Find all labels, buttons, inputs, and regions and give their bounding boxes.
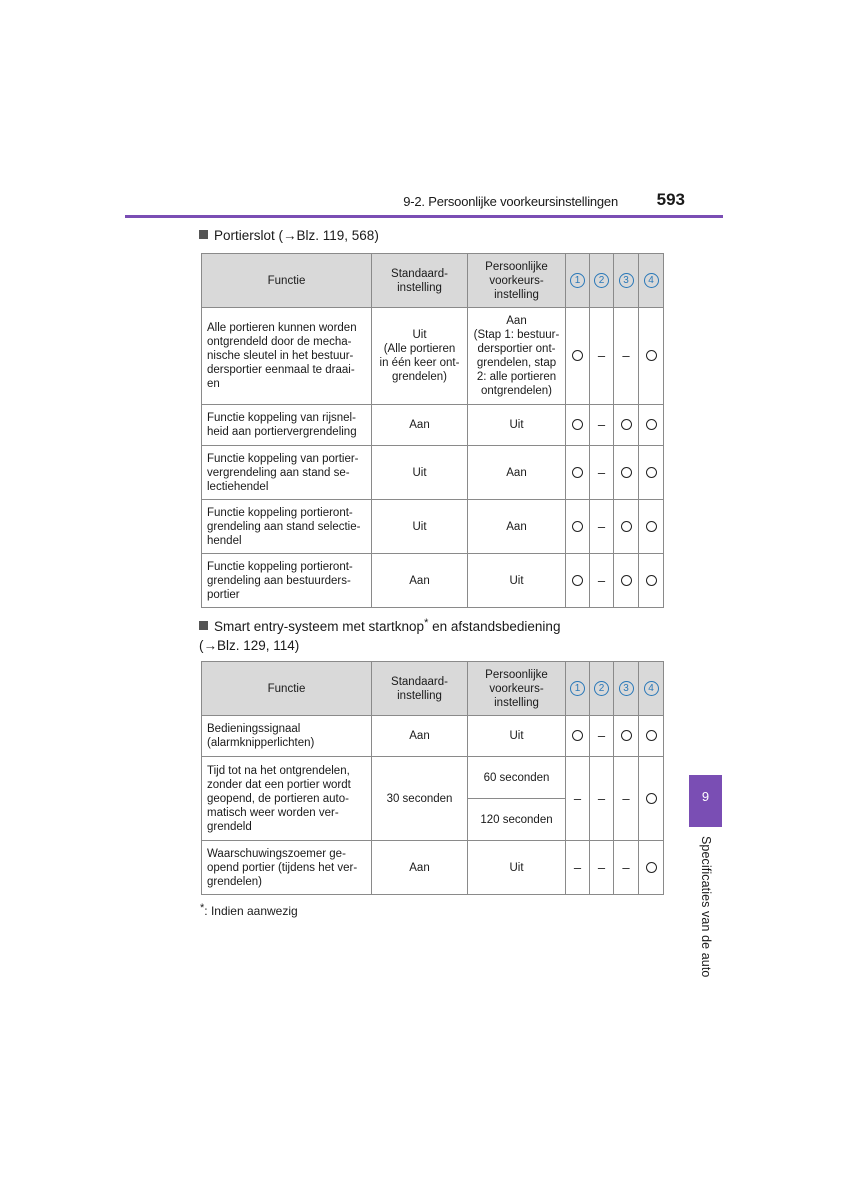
table-row: [202, 405, 664, 446]
mark-cell: [614, 716, 639, 757]
not-available-dash: –: [597, 464, 606, 480]
mark-cell: [614, 405, 639, 446]
section-heading-portierslot: Portierslot (→Blz. 119, 568): [199, 226, 379, 245]
available-circle-icon: [572, 521, 583, 532]
custom-cell: 60 seconden: [468, 757, 566, 799]
available-circle-icon: [646, 350, 657, 361]
custom-cell: Uit: [468, 554, 566, 608]
function-cell: Functie koppeling portieront-grendeling aan bestuurders-portier: [202, 554, 372, 608]
footnote: *: Indien aanwezig: [200, 902, 298, 918]
table-row: [202, 841, 664, 895]
available-circle-icon: [646, 862, 657, 873]
not-available-dash: –: [597, 572, 606, 588]
mark-cell: [590, 308, 614, 405]
mark-cell: [614, 757, 639, 841]
square-bullet-icon: [199, 230, 208, 239]
not-available-dash: –: [597, 728, 606, 743]
available-circle-icon: [646, 467, 657, 478]
method-4-icon: 4: [644, 681, 659, 696]
available-circle-icon: [572, 730, 583, 741]
mark-cell: [614, 841, 639, 895]
column-header-custom: Persoonlijke voorkeurs- instelling: [468, 662, 566, 716]
default-cell: 30 seconden: [372, 757, 468, 841]
available-circle-icon: [572, 419, 583, 430]
mark-cell: [614, 446, 639, 500]
custom-cell: Uit: [468, 841, 566, 895]
default-cell: Uit: [372, 500, 468, 554]
method-4-icon: 4: [644, 273, 659, 288]
available-circle-icon: [621, 467, 632, 478]
available-circle-icon: [621, 730, 632, 741]
custom-cell: Aan (Stap 1: bestuur- dersportier ont- grendelen, stap 2: alle portieren ontgrendelen): [468, 308, 566, 405]
table-row: [202, 757, 664, 799]
function-cell: Bedieningssignaal (alarmknipperlichten): [202, 716, 372, 757]
square-bullet-icon: [199, 621, 208, 630]
section-heading-smart-entry: Smart entry-systeem met startknop* en afstandsbediening (→Blz. 129, 114): [199, 617, 561, 653]
not-available-dash: –: [597, 348, 606, 363]
not-available-dash: –: [597, 417, 606, 432]
default-cell: Aan: [372, 716, 468, 757]
method-1-icon: 1: [570, 273, 585, 288]
default-cell: Aan: [372, 841, 468, 895]
available-circle-icon: [646, 521, 657, 532]
not-available-dash: –: [573, 790, 582, 806]
mark-cell: [639, 757, 664, 841]
chapter-label: Specificaties van de auto: [699, 836, 713, 978]
available-circle-icon: [646, 730, 657, 741]
available-circle-icon: [621, 575, 632, 586]
header-rule: [125, 215, 723, 218]
mark-cell: [566, 757, 590, 841]
table-row: [202, 446, 664, 500]
mark-cell: [566, 308, 590, 405]
column-header-default: Standaard- instelling: [372, 662, 468, 716]
mark-cell: [566, 841, 590, 895]
not-available-dash: –: [597, 859, 606, 875]
function-cell: Waarschuwingszoemer ge-opend portier (tijdens het ver-grendelen): [202, 841, 372, 895]
mark-cell: [639, 308, 664, 405]
table-row: [202, 554, 664, 608]
method-3-icon: 3: [619, 681, 634, 696]
custom-cell: Aan: [468, 500, 566, 554]
function-cell: Alle portieren kunnen worden ontgrendeld door de mecha-nische sleutel in het bestuur-dersportier eenmaal te draai-en: [202, 308, 372, 405]
not-available-dash: –: [622, 790, 630, 806]
table-row: [202, 308, 664, 405]
mark-cell: [639, 500, 664, 554]
function-cell: Functie koppeling van rijsnel-heid aan portiervergrendeling: [202, 405, 372, 446]
column-header-function: Functie: [202, 662, 372, 716]
available-circle-icon: [572, 467, 583, 478]
portierslot-table: [201, 253, 664, 608]
function-cell: Functie koppeling portieront-grendeling aan stand selectie-hendel: [202, 500, 372, 554]
column-header-default: Standaard- instelling: [372, 254, 468, 308]
mark-cell: [614, 500, 639, 554]
custom-cell: Aan: [468, 446, 566, 500]
mark-cell: [614, 308, 639, 405]
method-2-icon: 2: [594, 681, 609, 696]
mark-cell: [566, 405, 590, 446]
available-circle-icon: [621, 521, 632, 532]
available-circle-icon: [572, 350, 583, 361]
mark-cell: [590, 841, 614, 895]
available-circle-icon: [646, 419, 657, 430]
method-1-icon: 1: [570, 681, 585, 696]
custom-cell: Uit: [468, 716, 566, 757]
column-header-function: Functie: [202, 254, 372, 308]
not-available-dash: –: [622, 348, 630, 363]
custom-cell: 120 seconden: [468, 799, 566, 841]
not-available-dash: –: [597, 518, 606, 534]
mark-cell: [590, 757, 614, 841]
available-circle-icon: [572, 575, 583, 586]
method-3-icon: 3: [619, 273, 634, 288]
function-cell: Functie koppeling van portier-vergrendeling aan stand se-lectiehendel: [202, 446, 372, 500]
default-cell: Uit: [372, 446, 468, 500]
table-row: [202, 500, 664, 554]
mark-cell: [566, 716, 590, 757]
default-cell: Uit (Alle portieren in één keer ont- grendelen): [372, 308, 468, 405]
chapter-tab: 9: [689, 775, 722, 827]
available-circle-icon: [646, 793, 657, 804]
mark-cell: [639, 405, 664, 446]
custom-cell: Uit: [468, 405, 566, 446]
mark-cell: [590, 554, 614, 608]
mark-cell: [590, 716, 614, 757]
not-available-dash: –: [573, 859, 582, 875]
available-circle-icon: [621, 419, 632, 430]
default-cell: Aan: [372, 405, 468, 446]
column-header-custom: Persoonlijke voorkeurs- instelling: [468, 254, 566, 308]
default-cell: Aan: [372, 554, 468, 608]
mark-cell: [590, 500, 614, 554]
table-header-row: [202, 254, 664, 308]
mark-cell: [566, 446, 590, 500]
table-header-row: [202, 662, 664, 716]
page-number: 593: [656, 190, 685, 209]
smart-entry-table: [201, 661, 664, 895]
mark-cell: [566, 500, 590, 554]
mark-cell: [614, 554, 639, 608]
mark-cell: [639, 841, 664, 895]
function-cell: Tijd tot na het ontgrendelen, zonder dat een portier wordt geopend, de portieren auto-matisch weer worden ver-grendeld: [202, 757, 372, 841]
available-circle-icon: [646, 575, 657, 586]
not-available-dash: –: [597, 790, 606, 806]
mark-cell: [639, 446, 664, 500]
mark-cell: [590, 405, 614, 446]
method-2-icon: 2: [594, 273, 609, 288]
mark-cell: [566, 554, 590, 608]
mark-cell: [639, 554, 664, 608]
mark-cell: [590, 446, 614, 500]
section-title: 9-2. Persoonlijke voorkeursinstellingen: [403, 194, 618, 209]
table-row: [202, 716, 664, 757]
not-available-dash: –: [622, 859, 630, 875]
mark-cell: [639, 716, 664, 757]
